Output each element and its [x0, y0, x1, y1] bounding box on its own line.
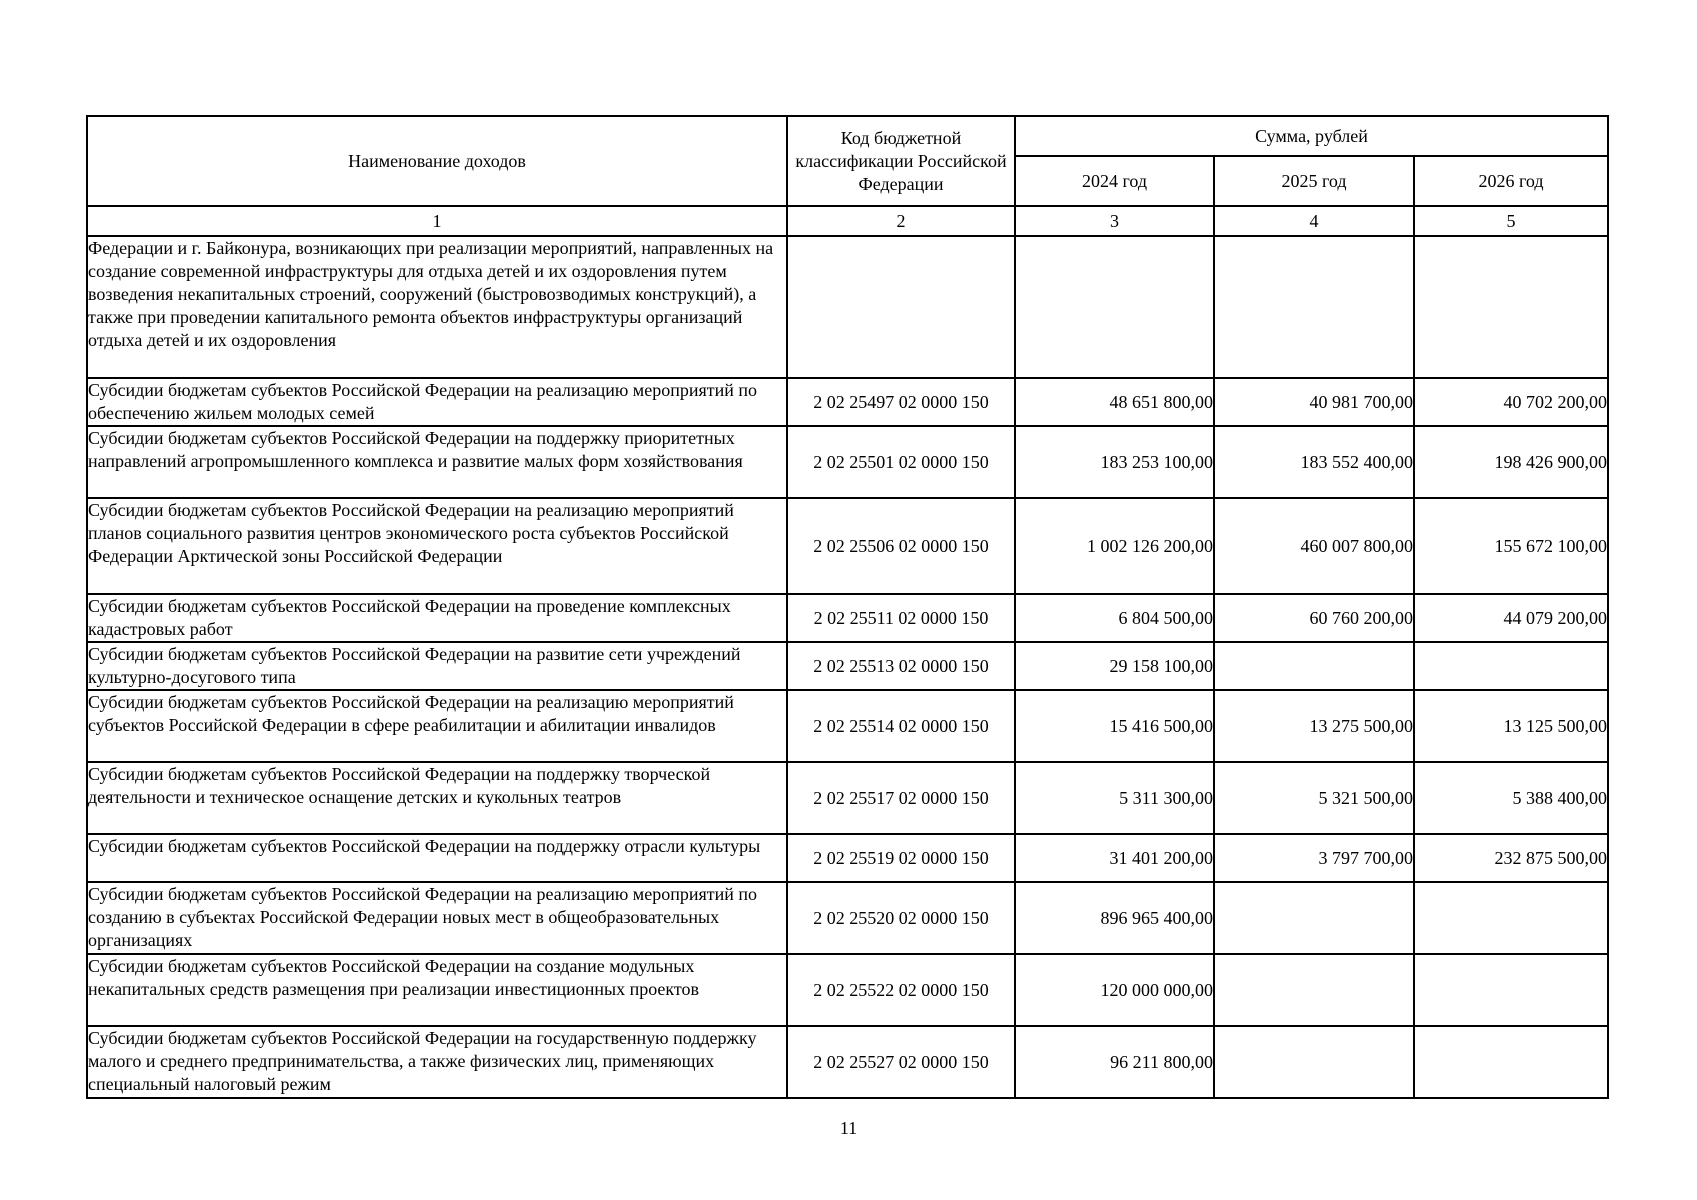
amount-2025-cell: [1214, 236, 1414, 378]
budget-code-cell: 2 02 25519 02 0000 150: [787, 834, 1015, 882]
amount-2026-cell: 5 388 400,00: [1414, 762, 1608, 834]
amount-2026-cell: 155 672 100,00: [1414, 498, 1608, 594]
budget-code-cell: 2 02 25511 02 0000 150: [787, 594, 1015, 642]
table-row: [87, 834, 1608, 882]
amount-2025-cell: 60 760 200,00: [1214, 594, 1414, 642]
amount-2024-cell: [1015, 236, 1214, 378]
amount-2026-cell: [1414, 1026, 1608, 1098]
amount-2026-cell: [1414, 954, 1608, 1026]
budget-code-cell: [787, 236, 1015, 378]
amount-2024-cell: 6 804 500,00: [1015, 594, 1214, 642]
header-year-2026: 2026 год: [1414, 156, 1608, 206]
income-name-cell: Субсидии бюджетам субъектов Российской Федерации на поддержку творческой деятельности и техническое оснащение детских и кукольных театров: [87, 762, 787, 834]
table-row: [87, 426, 1608, 498]
table-row: [87, 498, 1608, 594]
budget-code-cell: 2 02 25497 02 0000 150: [787, 378, 1015, 426]
table-row: [87, 642, 1608, 690]
table-row: [87, 882, 1608, 954]
table-row: [87, 594, 1608, 642]
amount-2025-cell: 40 981 700,00: [1214, 378, 1414, 426]
page-number: 11: [839, 1118, 858, 1138]
budget-code-cell: 2 02 25501 02 0000 150: [787, 426, 1015, 498]
budget-code-cell: 2 02 25514 02 0000 150: [787, 690, 1015, 762]
amount-2026-cell: [1414, 642, 1608, 690]
income-name-cell: Федерации и г. Байконура, возникающих при реализации мероприятий, направленных на создание современной инфраструктуры для отдыха детей и их оздоровления путем возведения некапитальных строений, сооружений (быстровозводимых конструкций), а также при проведении капитального ремонта объектов инфраструктуры организаций отдыха детей и их оздоровления: [87, 236, 787, 378]
amount-2024-cell: 31 401 200,00: [1015, 834, 1214, 882]
amount-2025-cell: [1214, 642, 1414, 690]
column-number: 4: [1214, 206, 1414, 236]
amount-2026-cell: 44 079 200,00: [1414, 594, 1608, 642]
amount-2024-cell: 896 965 400,00: [1015, 882, 1214, 954]
amount-2025-cell: [1214, 954, 1414, 1026]
amount-2025-cell: 5 321 500,00: [1214, 762, 1414, 834]
budget-code-cell: 2 02 25513 02 0000 150: [787, 642, 1015, 690]
header-budget-code: Код бюджетной классификации Российской Федерации: [787, 116, 1015, 206]
income-name-cell: Субсидии бюджетам субъектов Российской Федерации на государственную поддержку малого и среднего предпринимательства, а также физических лиц, применяющих специальный налоговый режим: [87, 1026, 787, 1098]
income-name-cell: Субсидии бюджетам субъектов Российской Федерации на развитие сети учреждений культурно-досугового типа: [87, 642, 787, 690]
income-name-cell: Субсидии бюджетам субъектов Российской Федерации на поддержку отрасли культуры: [87, 834, 787, 882]
amount-2025-cell: 13 275 500,00: [1214, 690, 1414, 762]
amount-2024-cell: 29 158 100,00: [1015, 642, 1214, 690]
income-name-cell: Субсидии бюджетам субъектов Российской Федерации на реализацию мероприятий субъектов Российской Федерации в сфере реабилитации и абилитации инвалидов: [87, 690, 787, 762]
amount-2026-cell: 40 702 200,00: [1414, 378, 1608, 426]
header-year-2024: 2024 год: [1015, 156, 1214, 206]
table-body: [87, 236, 1608, 1098]
income-name-cell: Субсидии бюджетам субъектов Российской Федерации на реализацию мероприятий планов социального развития центров экономического роста субъектов Российской Федерации Арктической зоны Российской Федерации: [87, 498, 787, 594]
column-number: 1: [87, 206, 787, 236]
amount-2026-cell: [1414, 882, 1608, 954]
budget-code-cell: 2 02 25520 02 0000 150: [787, 882, 1015, 954]
income-name-cell: Субсидии бюджетам субъектов Российской Федерации на проведение комплексных кадастровых работ: [87, 594, 787, 642]
header-sum: Сумма, рублей: [1015, 116, 1608, 156]
header-income-name: Наименование доходов: [87, 116, 787, 206]
table-row: [87, 236, 1608, 378]
budget-income-table: [86, 115, 1609, 1099]
column-number: 2: [787, 206, 1015, 236]
budget-code-cell: 2 02 25527 02 0000 150: [787, 1026, 1015, 1098]
amount-2026-cell: 198 426 900,00: [1414, 426, 1608, 498]
budget-code-cell: 2 02 25506 02 0000 150: [787, 498, 1015, 594]
amount-2024-cell: 96 211 800,00: [1015, 1026, 1214, 1098]
table-row: [87, 378, 1608, 426]
income-name-cell: Субсидии бюджетам субъектов Российской Федерации на создание модульных некапитальных средств размещения при реализации инвестиционных проектов: [87, 954, 787, 1026]
header-year-2025: 2025 год: [1214, 156, 1414, 206]
amount-2025-cell: 3 797 700,00: [1214, 834, 1414, 882]
budget-code-cell: 2 02 25522 02 0000 150: [787, 954, 1015, 1026]
column-number: 3: [1015, 206, 1214, 236]
amount-2024-cell: 1 002 126 200,00: [1015, 498, 1214, 594]
column-number-row: [87, 206, 1608, 236]
table-row: [87, 954, 1608, 1026]
amount-2026-cell: 232 875 500,00: [1414, 834, 1608, 882]
amount-2024-cell: 183 253 100,00: [1015, 426, 1214, 498]
column-number: 5: [1414, 206, 1608, 236]
income-name-cell: Субсидии бюджетам субъектов Российской Федерации на реализацию мероприятий по обеспечению жильем молодых семей: [87, 378, 787, 426]
amount-2024-cell: 5 311 300,00: [1015, 762, 1214, 834]
amount-2024-cell: 48 651 800,00: [1015, 378, 1214, 426]
budget-code-cell: 2 02 25517 02 0000 150: [787, 762, 1015, 834]
amount-2025-cell: 183 552 400,00: [1214, 426, 1414, 498]
amount-2025-cell: [1214, 1026, 1414, 1098]
amount-2024-cell: 15 416 500,00: [1015, 690, 1214, 762]
amount-2025-cell: 460 007 800,00: [1214, 498, 1414, 594]
table-row: [87, 1026, 1608, 1098]
amount-2026-cell: [1414, 236, 1608, 378]
amount-2026-cell: 13 125 500,00: [1414, 690, 1608, 762]
table-row: [87, 690, 1608, 762]
income-name-cell: Субсидии бюджетам субъектов Российской Федерации на поддержку приоритетных направлений агропромышленного комплекса и развитие малых форм хозяйствования: [87, 426, 787, 498]
amount-2024-cell: 120 000 000,00: [1015, 954, 1214, 1026]
amount-2025-cell: [1214, 882, 1414, 954]
table-row: [87, 762, 1608, 834]
income-name-cell: Субсидии бюджетам субъектов Российской Федерации на реализацию мероприятий по созданию в субъектах Российской Федерации новых мест в общеобразовательных организациях: [87, 882, 787, 954]
